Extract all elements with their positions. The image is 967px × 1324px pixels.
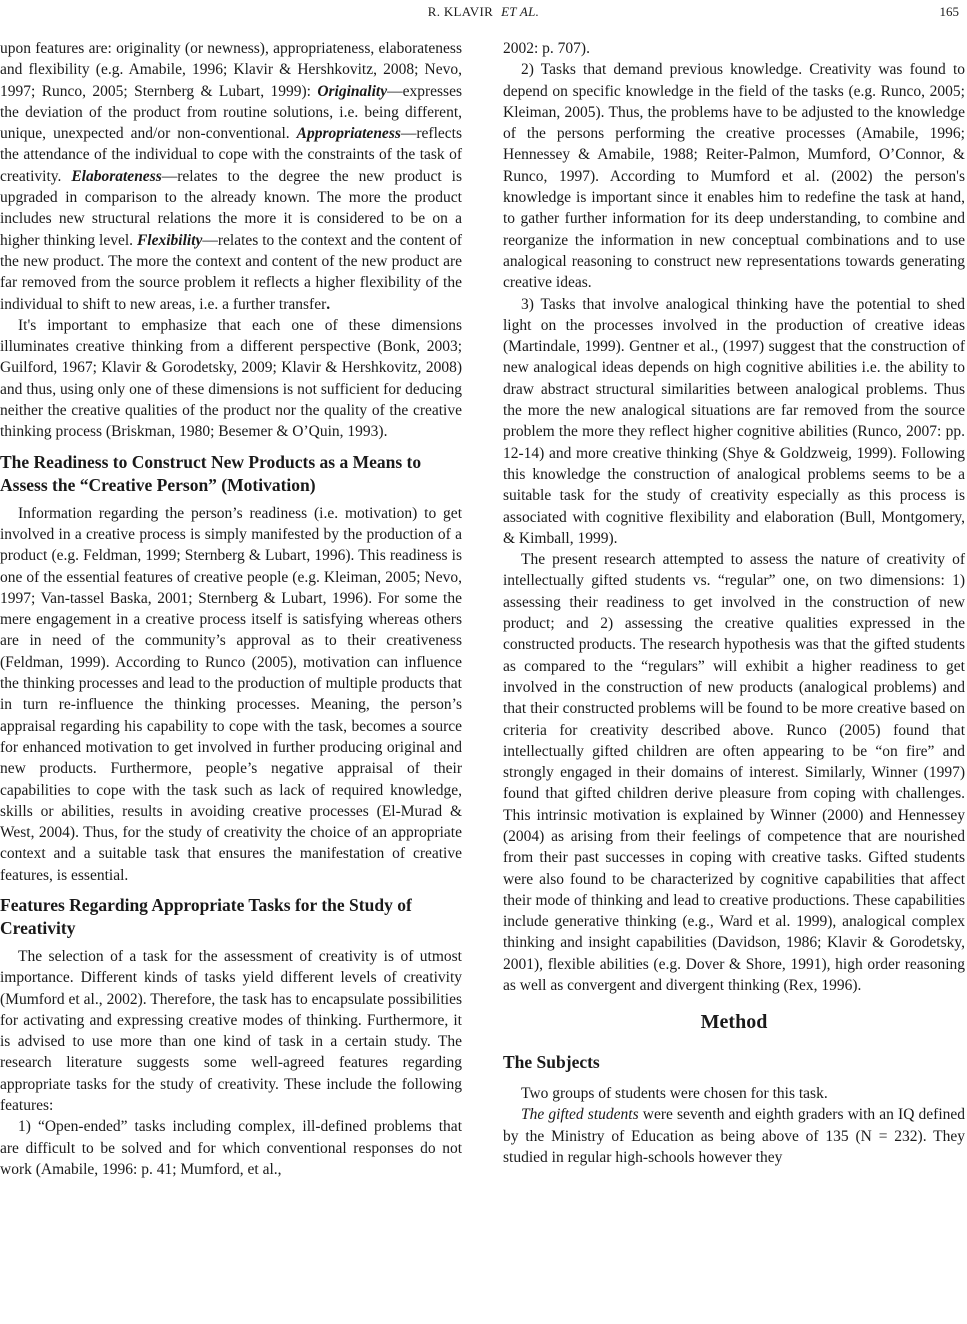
paragraph-continued: 2002: p. 707). (503, 40, 590, 57)
paragraph-analogical: 3) Tasks that involve analogical thinking have the potential to shed light on the processes involved in the production of creative ideas (Martindale, 1999). Gentner et al., (1997) suggest that the construction of new analogical ideas depends on high cognitive abilities i.e. the ability to draw abstract structural similarities between analogical problems. Thus the more the new analogical situations are far removed from the source problem the more they reflect higher cognitive abilities (Runco, 2007: pp. 12-14) and more creative thinking (Shye & Goldzweig, 1999). Following this knowledge the construction of analogical problems seems to be a suitable task for the study of creativity especially as this process is associated with cognitive flexibility and elaboration (Bull, Montgomery, & Kimball, 1999). (503, 295, 965, 547)
term-flexibility: Flexibility (136, 231, 203, 249)
right-column (503, 38, 965, 1168)
paragraph-present-research: The present research attempted to assess the nature of creativity of intellectually gifted students vs. “regular” one, on two dimensions: 1) assessing their readiness to get involved in the construction of new product; and 2) assessing the creative qualities expressed in the constructed products. The research hypothesis was that the gifted students as compared to the “regulars” will exhibit a higher readiness to get involved in the construction of new products (analogical problems) and that their constructed problems will be found to be more creative based on criteria for creativity described above. Runco (2005) found that intellectually gifted children are often appearing to be “on fire” and strongly engaged in their domains of interest. Similarly, Winner (1997) found that gifted children derive pleasure from coping with challenges. This intrinsic motivation is explained by Winner (2000) and Hennessey (2004) as arising from their feelings of competence that are nourished from their past successes in coping with creative tasks. Gifted students were also found to be characterized by cognitive capabilities that affect their mode of thinking and lead to creative productions. These capabilities include generative thinking (e.g., Ward et al. 1999), analogical complex thinking and insight capabilities (Davidson, 1986; Klavir & Gorodetsky, 2001), flexible abilities (e.g. Dover & Shore, 1991), high order reasoning as well as convergent and divergent thinking (Rex, 1996). (503, 551, 965, 995)
method-heading: Method (700, 1011, 768, 1034)
left-column (0, 38, 462, 1180)
paragraph-criteria: upon features are: originality (or newness), appropriateness, elaborateness and flexibility (e.g. Amabile, 1996; Klavir & Hershkovitz, 2008; Nevo, 1997; Runco, 2005; Sternberg & Lubart, 1999): Originality—expresses the deviation of the product from routine solutions, i.e. being different, unique, unexpected and/or non-conventional. Appropriateness—reflects the attendance of the individual to cope with the constraints of the task of creativity. Elaborateness—relates to the degree the new product is upgraded in comparison to the already known. The more the product includes new structural relations the more it is considered to be on a higher thinking level. Flexibility—relates to the context and the content of the new product. The more the context and content of the new product are far removed from the source problem it reflects a higher flexibility of the individual to shift to new areas, i.e. a further transfer. (0, 40, 462, 313)
paragraph-gifted: The gifted students were seventh and eighth graders with an IQ defined by the Ministry of Education as being above of 135 (N = 232). They studied in regular high-schools however they (503, 1106, 966, 1166)
section-heading-readiness: The Readiness to Construct New Products as a Means to Assess the “Creative Person” (Motivation) (0, 451, 422, 495)
paragraph-groups: Two groups of students were chosen for this task. (521, 1084, 828, 1102)
page-number: 165 (939, 4, 959, 19)
paragraph-task-selection: The selection of a task for the assessment of creativity is of utmost importance. Different kinds of tasks yield different levels of creativity (Mumford et al., 2002). Therefore, the task has to encapsulate possibilities for activating and expressing creative modes of thinking. Furthermore, it is advised to use more than one kind of task in a certain study. The research literature suggests some well-agreed features regarding appropriate tasks for the study of creativity. These include the following features: (0, 947, 462, 1115)
paragraph-dimensions: It's important to emphasize that each one of these dimensions illuminates creative thinking from a different perspective (Bonk, 2003; Guilford, 1967; Klavir & Gorodetsky, 2009; Klavir & Hershkovitz, 2008) and thus, using only one of these dimensions is not sufficient for deducing neither the creative qualities of the product nor the quality of the creative thinking process (Briskman, 1980; Besemer & O’Quin, 1993). (0, 316, 462, 441)
term-originality: Originality (317, 82, 388, 100)
subjects-heading: The Subjects (503, 1051, 600, 1072)
paragraph-previous-knowledge: 2) Tasks that demand previous knowledge. Creativity was found to depend on specific knowledge in the field of the tasks (e.g. Runco, 2005; Kleiman, 2005). Thus, the problems have to be adjusted to the knowledge of the persons performing the creative processes (Amabile, 1996; Hennessey & Amabile, 1988; Reiter-Palmon, Mumford, O’Connor, & Runco, 1997). According to Mumford et al. (2002) the person's knowledge is important since it enables him to redefine the task at hand, to gather further information for its deep understanding, to combine and reorganize the information in new conceptual combinations and to use analogical reasoning to construct new representations towards generating creative ideas. (503, 61, 965, 292)
running-head: R. KLAVIR ET AL. (427, 4, 540, 19)
running-head-etal: ET AL. (501, 4, 540, 19)
paragraph-open-ended: 1) “Open-ended” tasks including complex, ill-defined problems that are difficult to be solved and for which conventional responses do not work (Amabile, 1996: p. 41; Mumford, et al., (0, 1118, 462, 1178)
term-elaborateness: Elaborateness (71, 167, 162, 185)
term-appropriateness: Appropriateness (296, 125, 401, 143)
paragraph-motivation: Information regarding the person’s readiness (i.e. motivation) to get involved in a creative process is simply manifested by the production of a product (e.g. Feldman, 1999; Sternberg & Lubart, 1996). This readiness is one of the essential features of creative people (e.g. Kleiman, 2005; Nevo, 1997; Van-tassel Baska, 2001; Sternberg & Lubart, 1996). For some the mere engagement in a creative process itself is satisfying whereas others are in need of the community’s approval as to their creativeness (Feldman, 1999). According to Runco (2005), motivation can influence the thinking processes and lead to the production of multiple products that in turn re-influence the thinking processes. Meaning, the person’s appraisal regarding his capability to cope with the task, becomes a source for enhanced motivation to get involved in further producing original and new products. Furthermore, people’s negative appraisal of their capabilities to cope with the task such as lack of required knowledge, skills or abilities, results in avoiding creative processes (El-Murad & West, 2004). Thus, for the study of creativity the choice of an appropriate context and a suitable task that ensures the manifestation of creative features, is essential. (0, 504, 462, 884)
section-heading-tasks: Features Regarding Appropriate Tasks for the Study of Creativity (0, 894, 412, 938)
page-header (0, 4, 967, 26)
gifted-students-em: The gifted students (521, 1106, 639, 1124)
